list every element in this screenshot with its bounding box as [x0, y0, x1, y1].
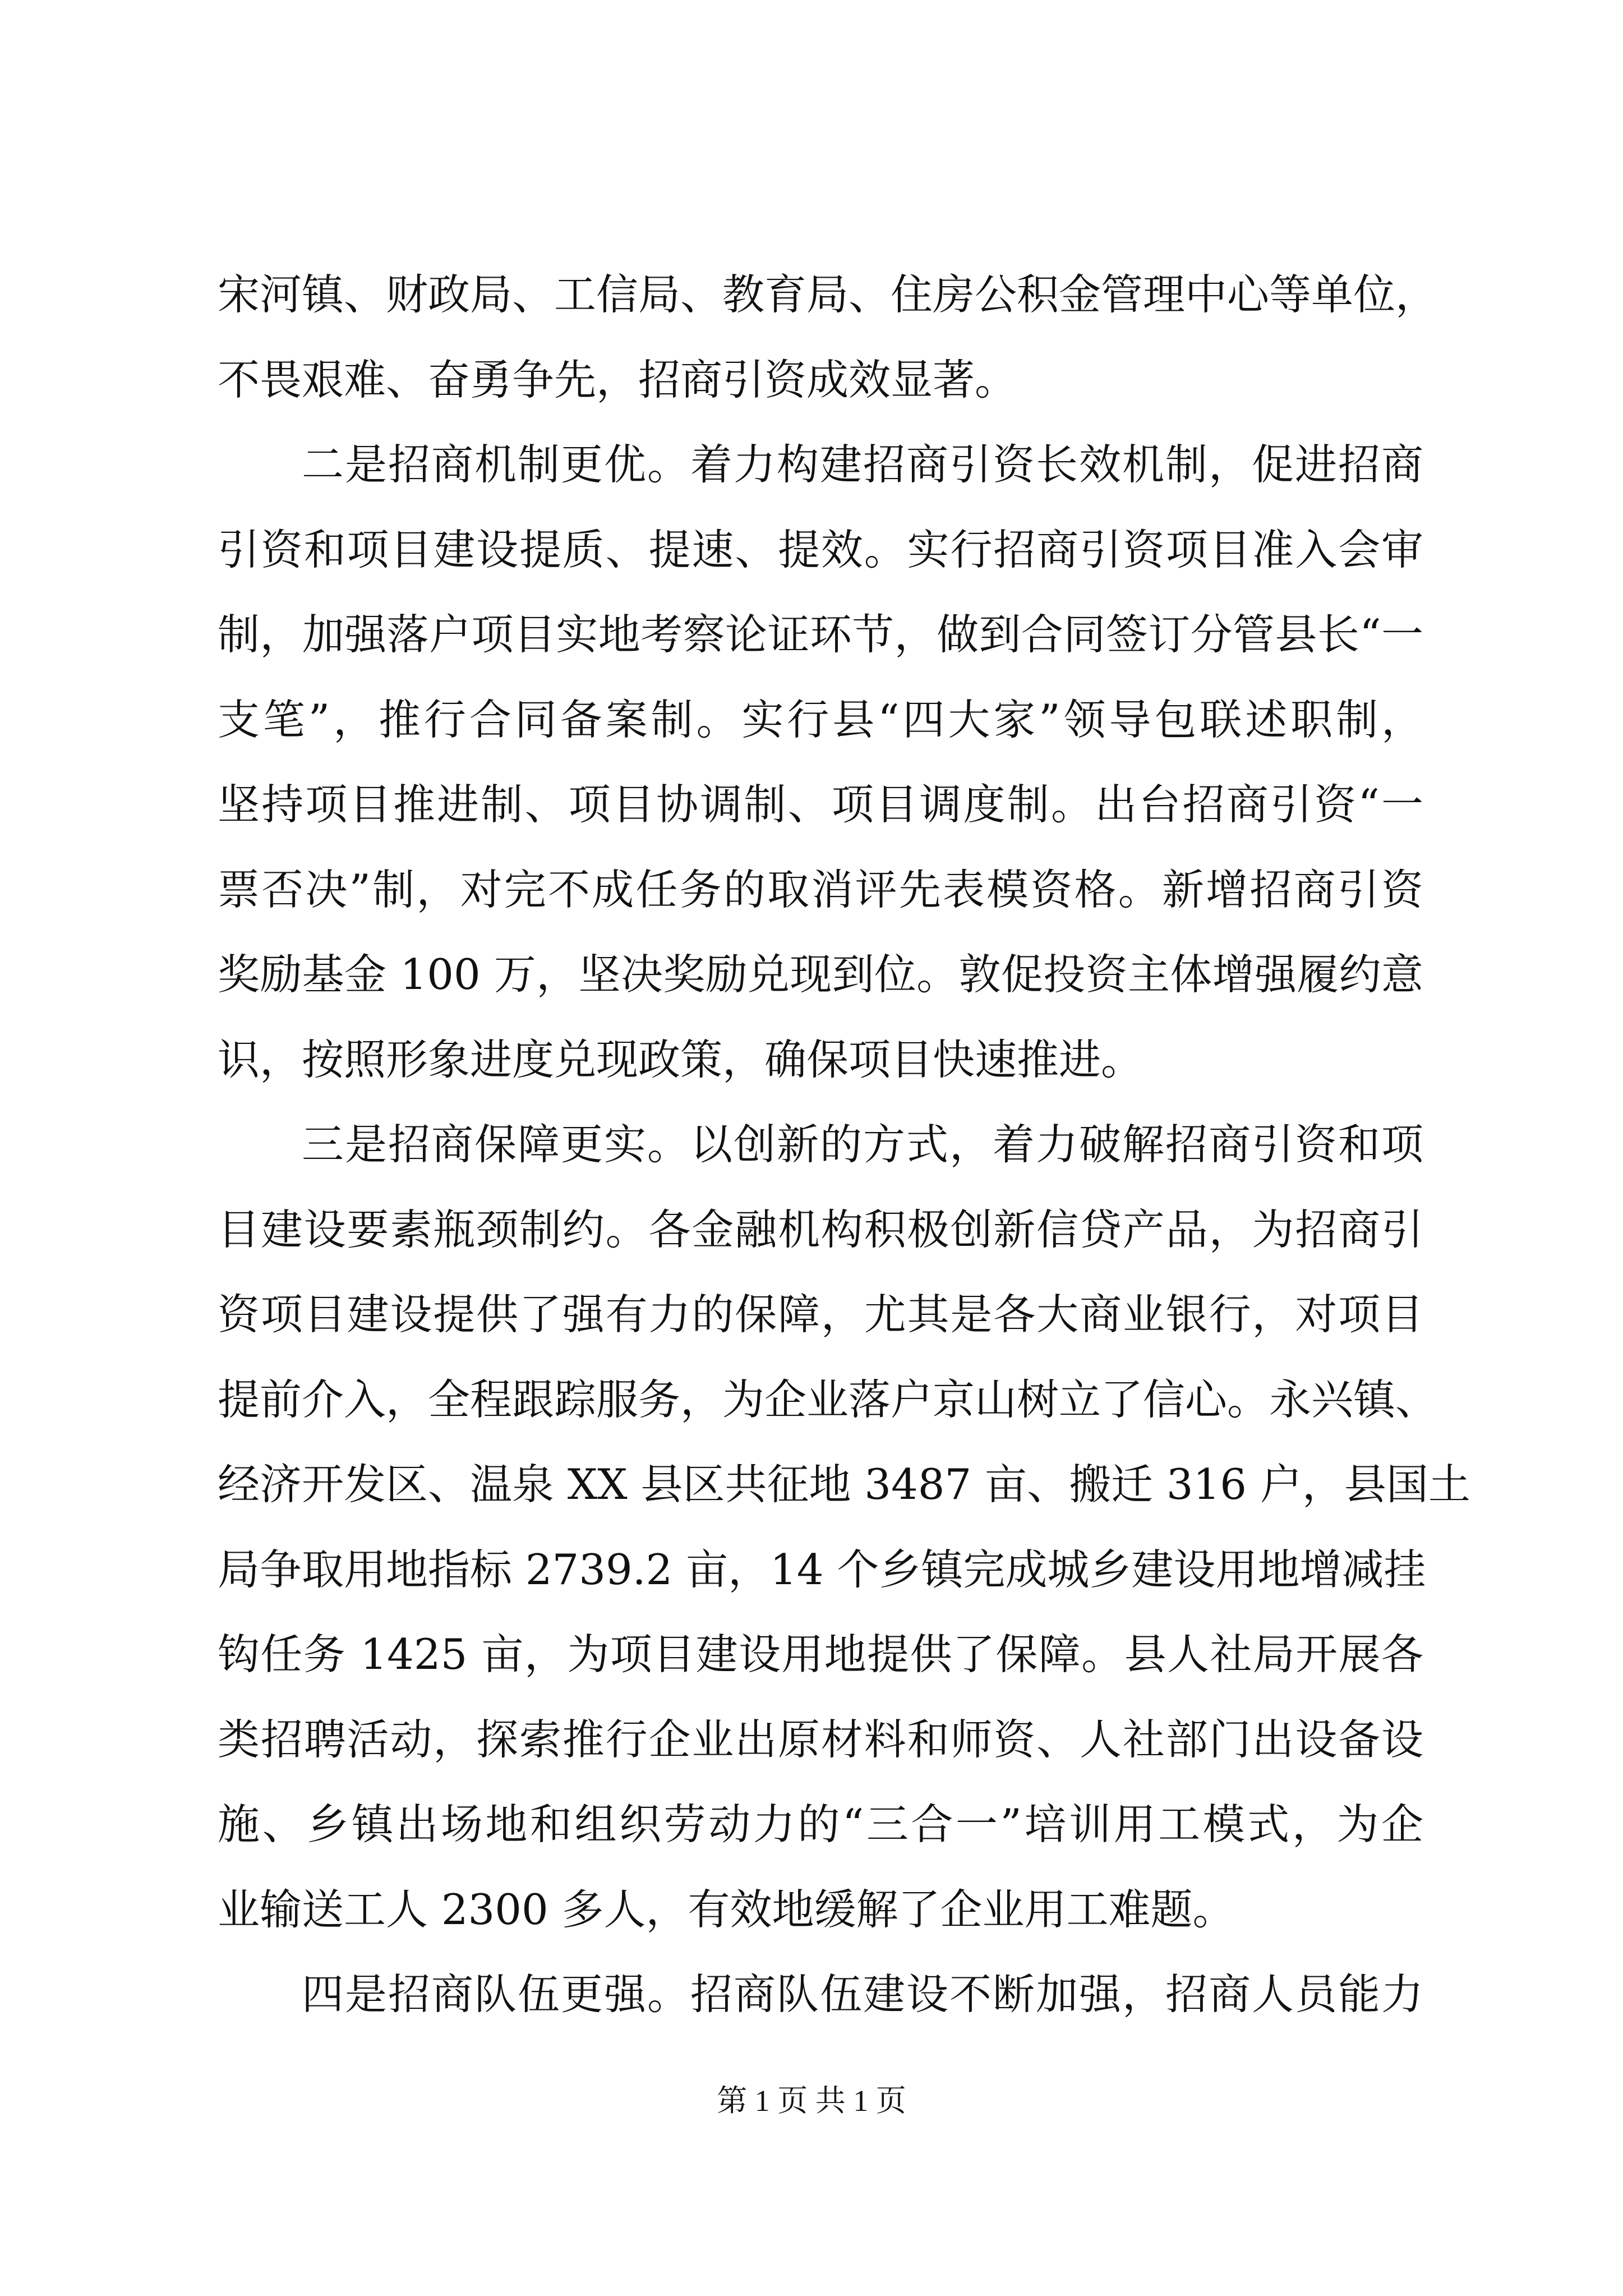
text-line: 二是招商机制更优。着力构建招商引资长效机制，促进招商 — [302, 440, 1423, 489]
text-line: 票否决”制，对完不成任务的取消评先表模资格。新增招商引资 — [218, 865, 1423, 914]
text-line: 三是招商保障更实。以创新的方式，着力破解招商引资和项 — [302, 1120, 1423, 1169]
text-line: 提前介入，全程跟踪服务，为企业落户京山树立了信心。永兴镇、 — [218, 1375, 1438, 1424]
text-line: 识，按照形象进度兑现政策，确保项目快速推进。 — [218, 1035, 1144, 1084]
text-line: 资项目建设提供了强有力的保障，尤其是各大商业银行，对项目 — [218, 1290, 1423, 1339]
text-line: 四是招商队伍更强。招商队伍建设不断加强，招商人员能力 — [302, 1970, 1423, 2019]
text-line: 奖励基金 100 万，坚决奖励兑现到位。敦促投资主体增强履约意 — [218, 950, 1423, 999]
text-line: 经济开发区、温泉 XX 县区共征地 3487 亩、搬迁 316 户，县国土 — [218, 1460, 1470, 1509]
text-line: 目建设要素瓶颈制约。各金融机构积极创新信贷产品，为招商引 — [218, 1205, 1423, 1254]
text-line: 局争取用地指标 2739.2 亩，14 个乡镇完成城乡建设用地增减挂 — [218, 1545, 1426, 1594]
text-line: 宋河镇、财政局、工信局、教育局、住房公积金管理中心等单位， — [218, 270, 1438, 319]
text-line: 不畏艰难、奋勇争先，招商引资成效显著。 — [218, 355, 1017, 404]
text-line: 钩任务 1425 亩，为项目建设用地提供了保障。县人社局开展各 — [218, 1630, 1423, 1679]
text-line: 类招聘活动，探索推行企业出原材料和师资、人社部门出设备设 — [218, 1715, 1423, 1764]
text-line: 业输送工人 2300 多人，有效地缓解了企业用工难题。 — [218, 1885, 1235, 1934]
text-line: 制，加强落户项目实地考察论证环节，做到合同签订分管县长“一 — [218, 610, 1423, 659]
text-line: 坚持项目推进制、项目协调制、项目调度制。出台招商引资“一 — [218, 780, 1423, 829]
text-line: 施、乡镇出场地和组织劳动力的“三合一”培训用工模式，为企 — [218, 1800, 1423, 1849]
text-line: 支笔”，推行合同备案制。实行县“四大家”领导包联述职制， — [218, 695, 1423, 744]
text-line: 引资和项目建设提质、提速、提效。实行招商引资项目准入会审 — [218, 525, 1423, 574]
page-footer: 第 1 页 共 1 页 — [717, 2084, 906, 2118]
